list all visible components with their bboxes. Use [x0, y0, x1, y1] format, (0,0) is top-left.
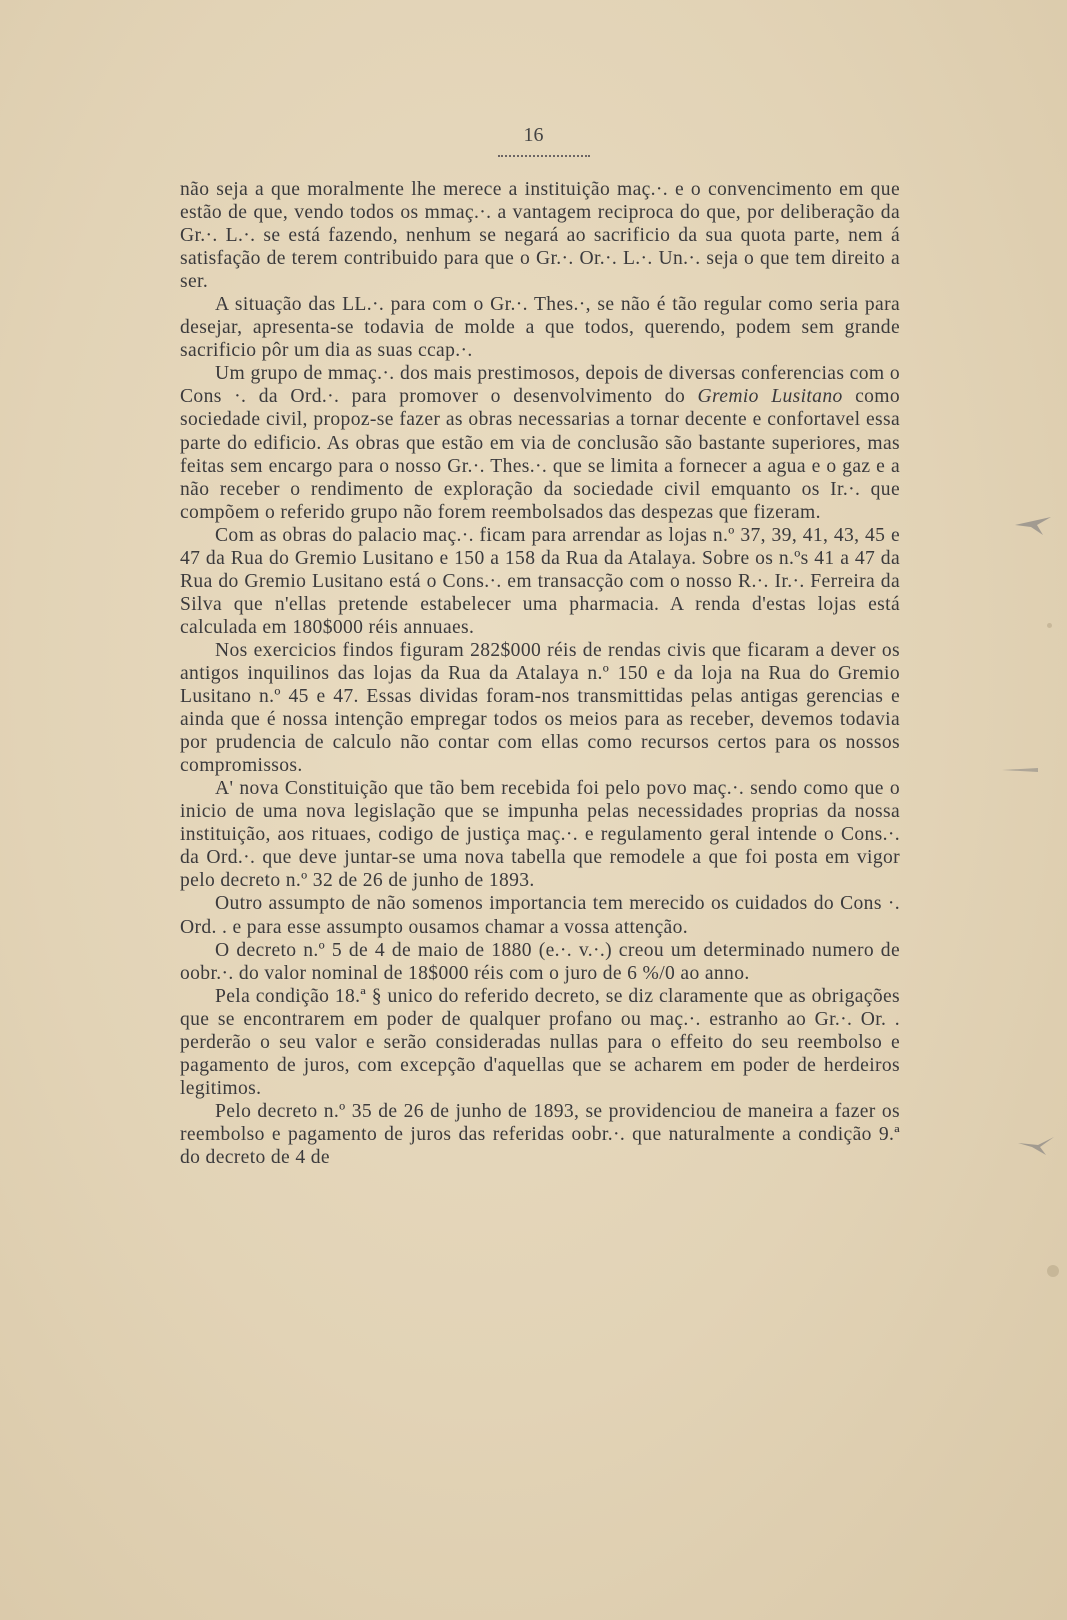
paragraph-3 — [180, 362, 900, 523]
paragraph-7: Outro assumpto de não somenos importancia tem merecido os cuidados do Cons ·. Ord. . e para esse assumpto ousamos chamar a vossa attenção. — [180, 893, 900, 938]
paragraph-5: Nos exercicios findos figuram 282$000 réis de rendas civis que ficaram a dever os antigos inquilinos das lojas da Rua da Atalaya n.º 150 e da loja na Rua do Gremio Lusitano n.º 45 e 47. Essas dividas foram-nos transmittidas pelas antigas gerencias e ainda que é nossa intenção empregar todos os meios para as receber, devemos todavia por prudencia de calculo não contar com ellas como recursos certos para os nossos compromissos. — [180, 639, 900, 777]
margin-mark-upper — [1013, 513, 1053, 537]
page-number-rule — [498, 155, 590, 157]
gremio-lusitano-italic: Gremio Lusitano — [697, 386, 843, 408]
paragraph-4: Com as obras do palacio maç.·. ficam para arrendar as lojas n.º 37, 39, 41, 43, 45 e 47 da Rua do Gremio Lusitano e 150 a 158 da Rua da Atalaya. Sobre os n.ºs 41 a 47 da Rua do Gremio Lusitano está o Cons.·. em transacção com o nosso R.·. Ir.·. Ferreira da Silva que n'ellas pretende estabelecer uma pharmacia. A renda d'estas lojas está calculada em 180$000 réis annuaes. — [180, 524, 900, 638]
margin-mark-lower — [1016, 1133, 1056, 1157]
margin-mark-middle — [1000, 758, 1040, 782]
paragraph-8: O decreto n.º 5 de 4 de maio de 1880 (e.·. v.·.) creou um determinado numero de oobr.·. do valor nominal de 18$000 réis com o juro de 6 %/0 ao anno. — [180, 939, 900, 984]
paragraph-2: A situação das LL.·. para com o Gr.·. Thes.·, se não é tão regular como seria para desejar, apresenta-se todavia de molde a que todos, querendo, podem sem grande sacrificio pôr um dia as suas ccap.·. — [180, 294, 900, 362]
body-text — [180, 178, 900, 1169]
stain-spot — [1047, 1265, 1059, 1277]
paragraph-6: A' nova Constituição que tão bem recebida foi pelo povo maç.·. sendo como que o inicio de uma nova legislação que se impunha pelas necessidades proprias da nossa instituição, aos rituaes, codigo de justiça maç.·. e regulamento geral intende o Cons.·. da Ord.·. que deve juntar-se uma nova tabella que remodele a que foi posta em vigor pelo decreto n.º 32 de 26 de junho de 1893. — [180, 778, 900, 892]
paragraph-10: Pelo decreto n.º 35 de 26 de junho de 1893, se providenciou de maneira a fazer os reembolso e pagamento de juros das referidas oobr.·. que naturalmente a condição 9.ª do decreto de 4 de — [180, 1100, 900, 1168]
paragraph-9: Pela condição 18.ª § unico do referido decreto, se diz claramente que as obrigações que se encontrarem em poder de qualquer profano ou maç.·. estranho ao Gr.·. Or. . perderão o seu valor e serão consideradas nullas para o effeito do seu reembolso e pagamento de juros, com excepção d'aquellas que se acharem em poder de herdeiros legitimos. — [180, 985, 900, 1099]
paragraph-3-part-1: Um grupo de mmaç.·. dos mais prestimosos, depois de diversas conferencias com o Cons ·. da Ord.·. para promover o desenvolvimento do — [180, 363, 900, 408]
stain-spot — [1047, 623, 1052, 628]
page-number: 16 — [523, 124, 544, 146]
paragraph-1: não seja a que moralmente lhe merece a instituição maç.·. e o convencimento em que estão de que, vendo todos os mmaç.·. a vantagem reciproca do que, por deliberação da Gr.·. L.·. se está fazendo, nenhum se negará ao sacrificio da sua quota parte, nem á satisfação de terem contribuido para que o Gr.·. Or.·. L.·. Un.·. seja o que tem direito a ser. — [180, 179, 900, 293]
paragraph-3-part-2: como sociedade civil, propoz-se fazer as obras necessarias a tornar decente e confortavel essa parte do edificio. As obras que estão em via de conclusão são bastante superiores, mas feitas sem encargo para o nosso Gr.·. Thes.·. que se limita a fornecer a agua e o gaz e a não receber o rendimento de exploração da sociedade civil emquanto os Ir.·. que compõem o referido grupo não forem reembolsados das despezas que fizeram. — [180, 386, 901, 523]
